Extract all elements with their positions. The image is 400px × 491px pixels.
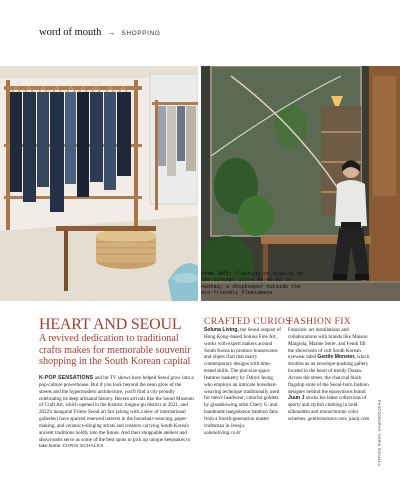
fashion-fix-text: which doubles as an envelope-pushing gallery located in the heart of trendy Dosan. Across the street, the charcoal black flagship store of the Seoul-born fashion designer behind the eponymous brand bbox=[288, 354, 370, 395]
crafted-curios-title: CRAFTED CURIOS bbox=[204, 316, 291, 327]
caption-lead: From left: bbox=[201, 271, 233, 277]
article-deck: A revived dedication to traditional crafts makes for memorable souvenir shopping in the South Korean capital bbox=[39, 333, 191, 367]
crafted-curios-text: the Seoul outpost of Hong Kong–based Soluna Fine Art, works with expert makers around South Korea to produce housewares and objets d'art that marry contemporary designs with time-tested skills. The pint-size space features basketry by Dabye Jeong, who employs an intricate horsehair-weaving technique traditionally used for men's headwear; colorful goblets by glassblowing artist Chery G; and handmade haegukseon bamboo fans from a fourth-generation master craftsman in Jeonju. bbox=[204, 327, 281, 429]
article-body-text: and hit TV shows have helped Seoul grow into a pop-culture powerhouse. But if you look beyond the neon glow of the streets and the hypermodern architecture, you'll find a city proudly celebrating its deep artisanal history. Recent arrivals like the Seoul Museum of Craft Art, which opened in the historic Jongno-gu district in 2021, and 2022's inaugural Frieze Seoul art fair (along with a slew of international galleries) have spurred renewed interest in the horsehair-weaving, paper-making, and ceramics-slinging artists and creators carrying South Korea's ancient traditions boldly into the future. And their shoppable ateliers and showrooms serve as some of the best spots to pick up unique keepsakes to take home. bbox=[39, 375, 194, 450]
article-headline: HEART AND SEOUL bbox=[39, 316, 182, 333]
fashion-fix-intro: Futuristic art installations and collaborations with brands like Maison Margiela, Marine Serre, and Fendi fill the showroom of cult South Korean eyewear label bbox=[288, 327, 368, 361]
fashion-fix-lead-2: Juun J bbox=[288, 395, 305, 402]
article-byline: CHRIS SCHALKX bbox=[62, 443, 104, 449]
fashion-fix-website: gentlemonster.com; juunj.com bbox=[307, 415, 370, 422]
photo-credit: PHOTOGRAPHS: CHRIS SCHALKX bbox=[377, 400, 381, 467]
photo-caption bbox=[201, 271, 305, 297]
fashion-fix-text-2: stocks his latest collections of sporty and stylish clothing in bold silhouettes and monochrome color schemes. bbox=[288, 395, 367, 422]
shopkeeper-illustration bbox=[201, 66, 400, 301]
fashion-fix-lead: Gentle Monster, bbox=[317, 354, 356, 361]
page-header bbox=[39, 27, 161, 38]
fashion-fix-title: FASHION FIX bbox=[288, 316, 352, 327]
shopkeeper-photo bbox=[201, 66, 400, 301]
section-label: SHOPPING bbox=[121, 30, 161, 37]
article-kicker: K-POP SENSATIONS bbox=[39, 375, 94, 381]
crafted-curios-body bbox=[204, 327, 283, 437]
fashion-fix-body bbox=[288, 327, 370, 423]
caption-text: Clothing on display at the concept store Mo-No-Ha in Hannam; a shopkeeper outside the eco-friendly Pluetamena bbox=[201, 271, 304, 297]
clothing-store-photo bbox=[0, 66, 198, 301]
arrow-icon: → bbox=[107, 28, 116, 37]
crafted-curios-website: solunaliving.co.kr bbox=[204, 429, 241, 436]
brand-name: word of mouth bbox=[39, 27, 102, 38]
clothing-store-illustration bbox=[0, 66, 198, 301]
crafted-curios-lead: Soluna Living, bbox=[204, 327, 239, 333]
article-body bbox=[39, 375, 195, 450]
